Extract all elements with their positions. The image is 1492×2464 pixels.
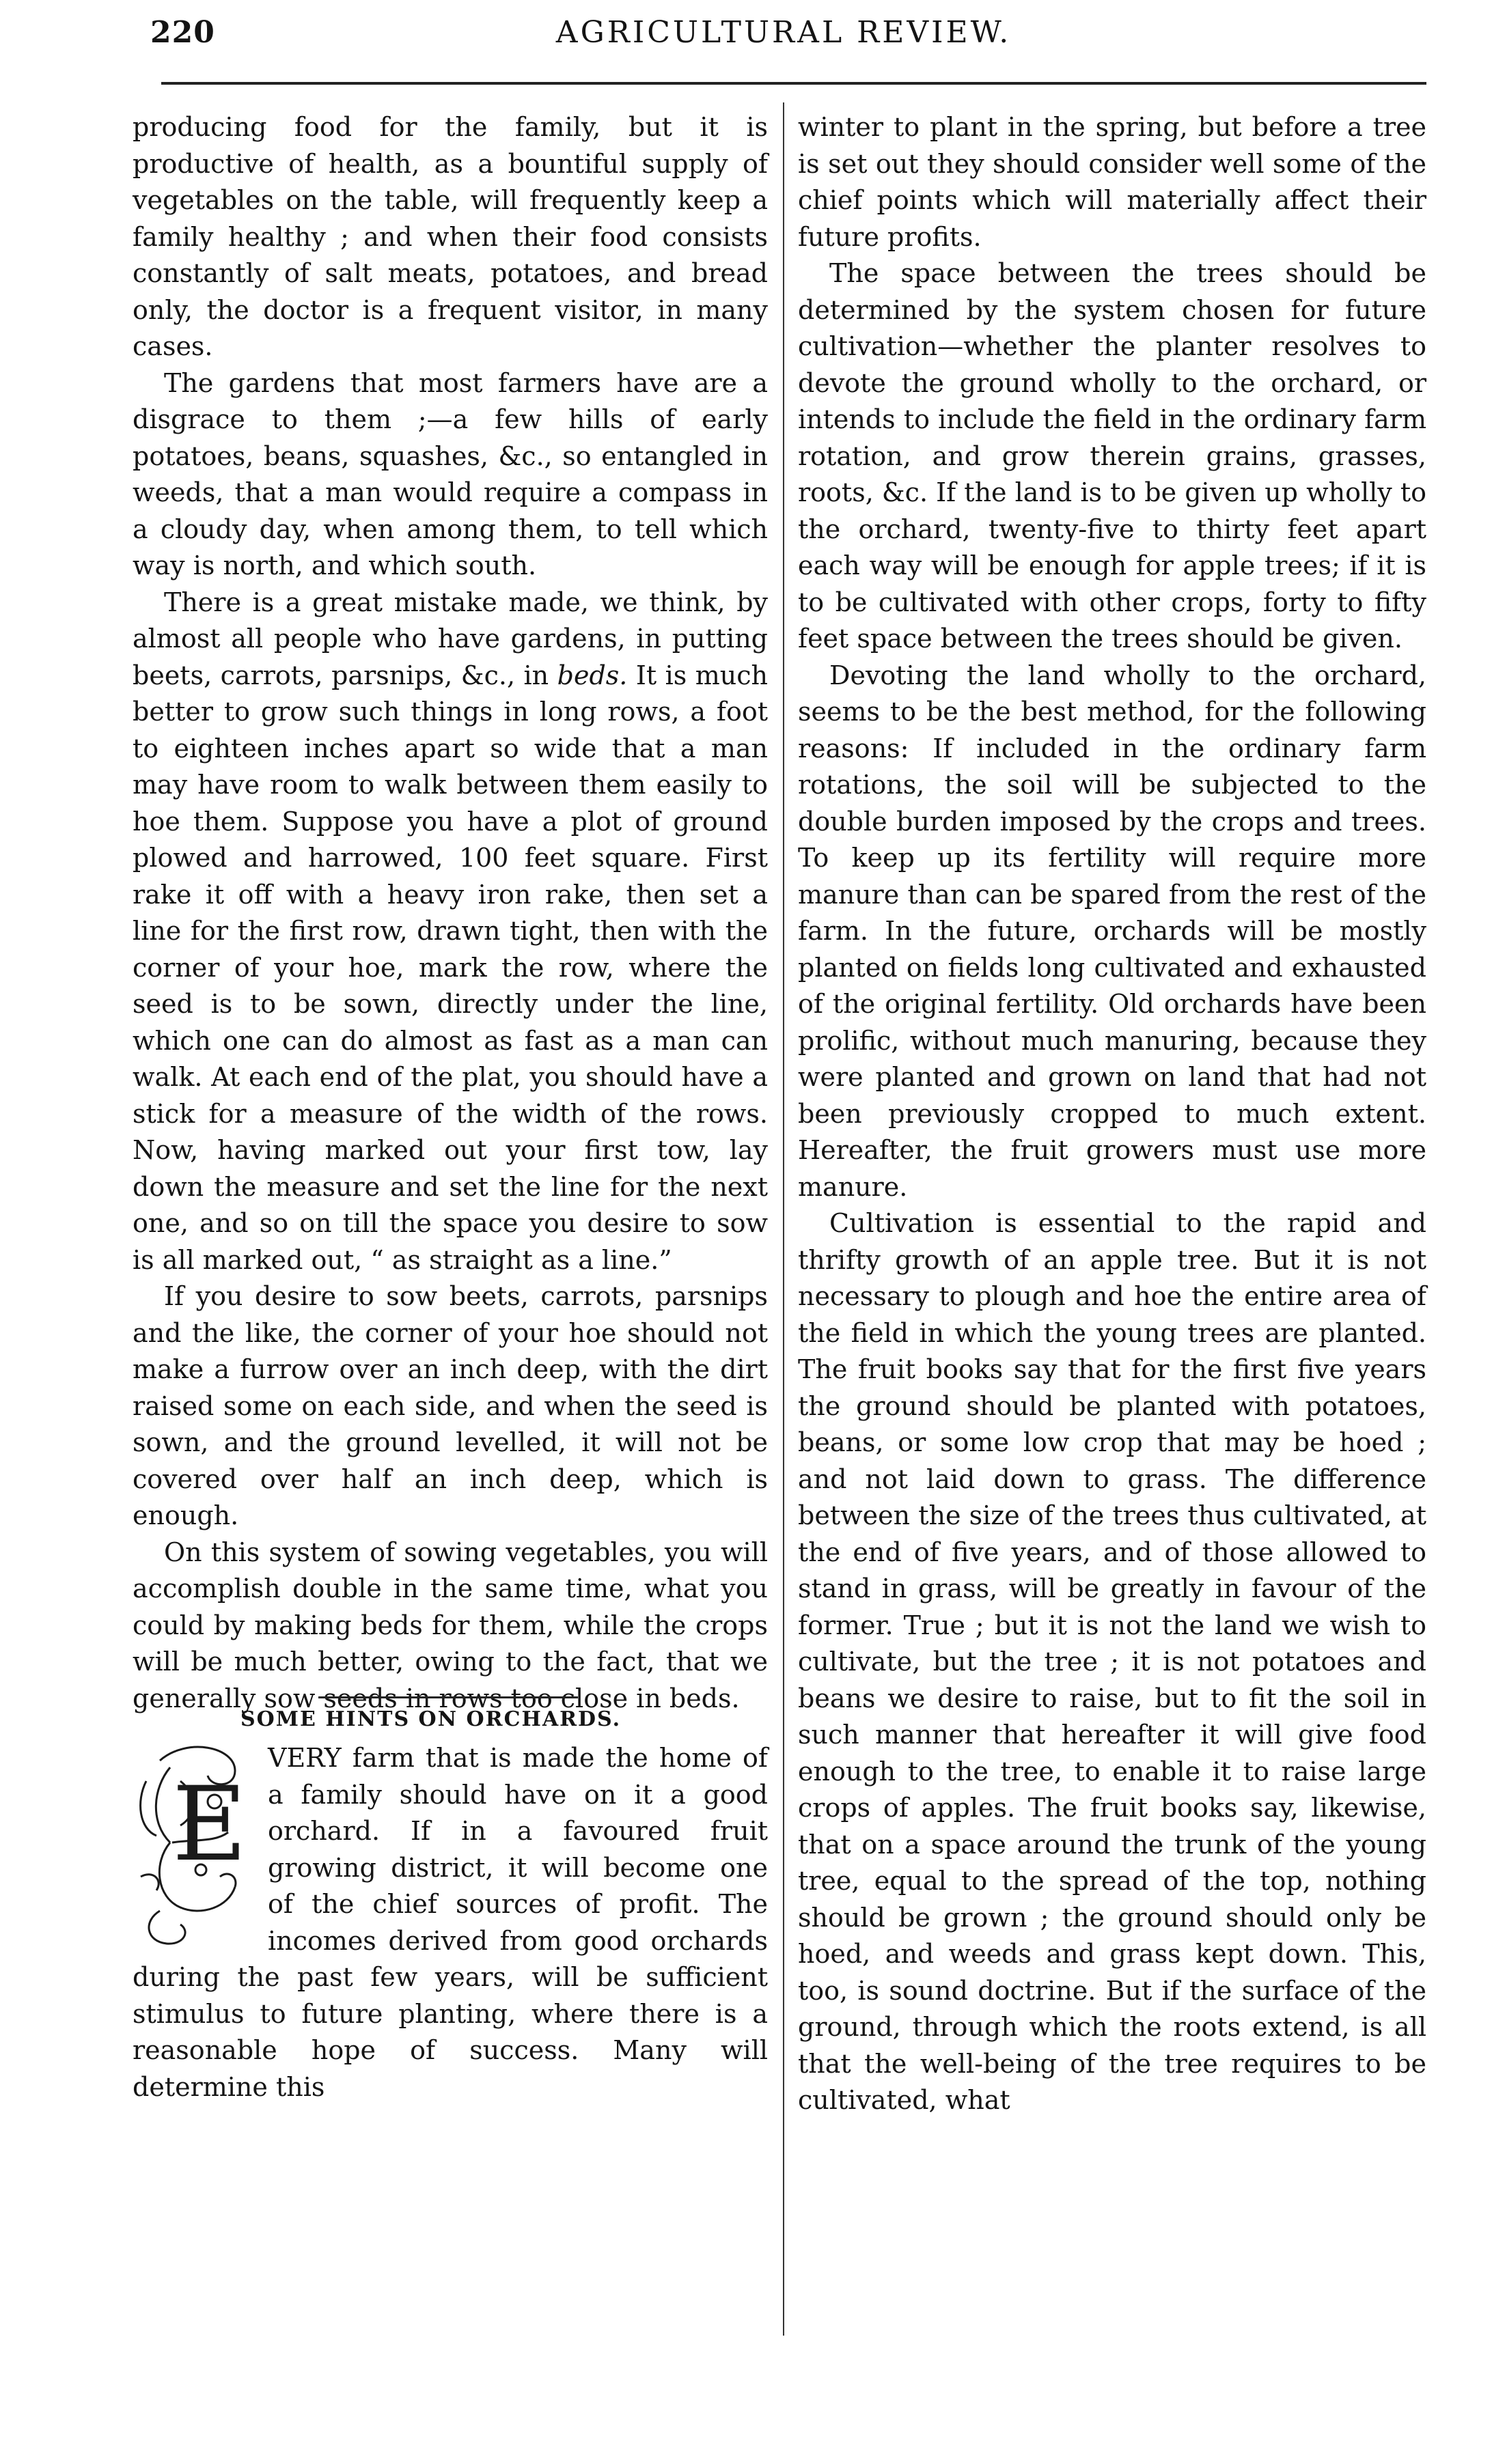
paragraph: winter to plant in the spring, but before a tree is set out they should consider well some of the chief points which will materially affect their future profits. [798, 112, 1426, 252]
column-divider [783, 102, 784, 2336]
paragraph: The gardens that most farmers have are a disgrace to them ;—a few hills of early potatoes, beans, squashes, &c., so entangled in weeds, that a man would require a compass in a cloudy day, when among them, to tell which way is north, and which south. [133, 367, 768, 580]
paragraph: producing food for the family, but it is productive of health, as a bountiful supply of vegetables on the table, will frequently keep a family healthy ; and when their food consists constantly of salt meats, potatoes, and bread only, the doctor is a frequent visitor, in many cases. [133, 112, 768, 361]
dropcap-letter: E [172, 1765, 247, 1884]
page-number: 220 [150, 15, 215, 50]
paragraph: Cultivation is essential to the rapid and thrifty growth of an apple tree. But it is not necessary to plough and hoe the entire area of the field in which the young trees are planted. The fruit books say that for the first five years the ground should be planted with potatoes, beans, or some low crop that may be hoed ; and not laid down to grass. The difference between the size of the trees thus cultivated, at the end of five years, and of those allowed to stand in grass, will be greatly in favour of the former. True ; but it is not the land we wish to cultivate, but the tree ; it is not potatoes and beans we desire to raise, but to fit the soil in such manner that hereafter it will give food enough to the tree, to enable it to raise large crops of apples. The fruit books say, likewise, that on a space around the trunk of the young tree, equal to the spread of the top, nothing should be grown ; the ground should only be hoed, and weeds and grass kept down. This, too, is sound doctrine. But if the surface of the ground, through which the roots extend, is all that the well-being of the tree requires to be cultivated, what [798, 1208, 1426, 2115]
paragraph: On this system of sowing vegetables, you will accomplish double in the same time, what you could by making beds for them, while the crops will be much better, owing to the fact, that we generally sow seeds in rows too close in beds. [133, 1537, 768, 1713]
running-head: AGRICULTURAL REVIEW. [555, 15, 1012, 50]
paragraph-text: There is a great mistake made, we think, by almost all people who have gardens, in putting beets, carrots, parsnips, &c., in [133, 587, 768, 690]
page-header [150, 15, 1390, 63]
paragraph: Devoting the land wholly to the orchard, seems to be the best method, for the following reasons: If included in the ordinary farm rotations, the soil will be subjected to the double burden imposed by the crops and trees. To keep up its fertility will require more manure than can be spared from the rest of the farm. In the future, orchards will be mostly planted on fields long cultivated and exhausted of the original fertility. Old orchards have been prolific, without much manuring, because they were planted and grown on land that had not been previously cropped to much extent. Hereafter, the fruit growers must use more manure. [798, 660, 1426, 1202]
header-rule [161, 82, 1426, 85]
italic-word: beds. [557, 660, 628, 690]
section-heading: SOME HINTS ON ORCHARDS. [240, 1707, 622, 1731]
section-separator [318, 1696, 578, 1698]
paragraph: If you desire to sow beets, carrots, parsnips and the like, the corner of your hoe should not make a furrow over an inch deep, with the dirt raised some on each side, and when the seed is sown, and the ground levelled, it will not be covered over half an inch deep, which is enough. [133, 1281, 768, 1530]
section-opening [133, 1740, 768, 2105]
paragraph: VERY farm that is made the home of a family should have on it a good orchard. If in a favoured fruit growing district, it will become one of the chief sources of profit. The incomes derived from good orchards during the past few years, will be sufficient stimulus to future planting, where there is a reasonable hope of success. Many will determine this [133, 1743, 768, 2102]
right-column [798, 109, 1426, 2119]
left-column [133, 109, 768, 1717]
ornamental-dropcap [133, 1740, 255, 1952]
paragraph-text: It is much better to grow such things in long rows, a foot to eighteen inches apart so wide that a man may have room to walk between them easily to hoe them. Suppose you have a plot of ground plowed and harrowed, 100 feet square. First rake it off with a heavy iron rake, then set a line for the first row, drawn tight, then with the corner of your hoe, mark the row, where the seed is to be sown, directly under the line, which one can do almost as fast as a man can walk. At each end of the plat, you should have a stick for a measure of the width of the rows. Now, having marked out your first tow, lay down the measure and set the line for the next one, and so on till the space you desire to sow is all marked out, “ as straight as a line.” [133, 660, 768, 1275]
dropcap-ornament-icon [133, 1740, 255, 1952]
paragraph: The space between the trees should be determined by the system chosen for future cultivation—whether the planter resolves to devote the ground wholly to the orchard, or intends to include the field in the ordinary farm rotation, and grow therein grains, grasses, roots, &c. If the land is to be given up wholly to the orchard, twenty-five to thirty feet apart each way will be enough for apple trees; if it is to be cultivated with other crops, forty to fifty feet space between the trees should be given. [798, 258, 1426, 654]
paragraph [133, 585, 768, 1279]
